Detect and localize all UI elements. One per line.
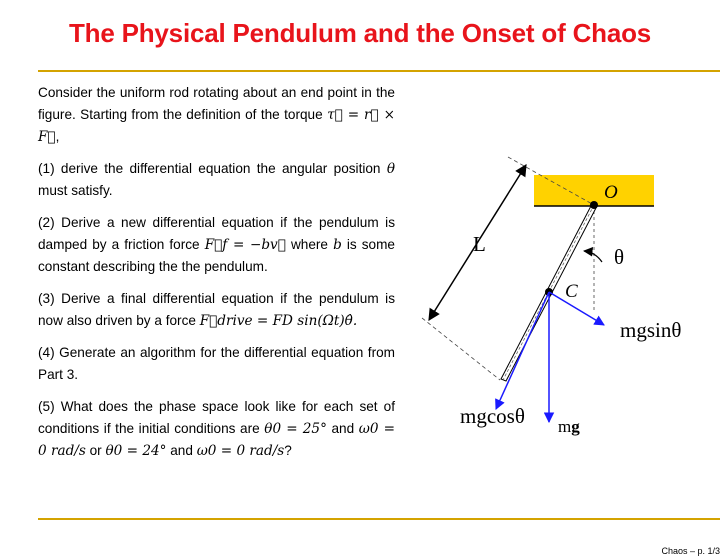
radial-force-arrow	[496, 292, 549, 409]
question-3	[38, 288, 395, 332]
slide-footer: Chaos – p. 1/3	[661, 546, 720, 556]
question-2	[38, 212, 395, 278]
label-mg	[558, 417, 580, 436]
label-mg-m: m	[558, 417, 572, 436]
initial-omega-2: ω0 = 0 rad/s	[196, 443, 285, 459]
bottom-divider	[38, 518, 720, 520]
label-theta: θ	[614, 245, 625, 269]
q5-and-2: and	[166, 443, 197, 458]
pendulum-figure	[410, 148, 710, 448]
theta-angle-arc	[584, 251, 602, 262]
question-4	[38, 342, 395, 386]
slide-body	[38, 82, 395, 472]
dimension-extension-bottom	[422, 318, 500, 380]
label-mg-g: g	[571, 417, 580, 436]
q1-theta: θ	[386, 161, 395, 177]
friction-equation: F⃗f = −bv⃗	[204, 237, 286, 253]
q3-text: (3) Derive a final differential equation if the pendulum is now also driven by a force	[38, 291, 395, 328]
pivot-point	[590, 201, 598, 209]
q5-and-1: and	[326, 421, 359, 436]
q2-text: (2) Derive a new differential equation if the pendulum is damped by a friction force	[38, 215, 395, 252]
label-c: C	[565, 281, 578, 302]
top-divider	[38, 70, 720, 72]
intro-paragraph	[38, 82, 395, 148]
q1-text: (1) derive the differential equation the angular position	[38, 161, 387, 176]
question-1	[38, 158, 395, 202]
drive-equation: F⃗drive = FD sin(Ωt)θ̂.	[199, 313, 358, 329]
initial-theta-1: θ0 = 25°	[264, 421, 327, 437]
label-mgcos-theta: mgcosθ	[460, 404, 525, 428]
q4-text: (4) Generate an algorithm for the differential equation from Part 3.	[38, 345, 395, 382]
label-l: L	[473, 232, 486, 256]
question-5	[38, 396, 395, 462]
q2-text-mid: where	[285, 237, 334, 252]
q1-text-end: must satisfy.	[38, 183, 113, 198]
label-mgsin-theta: mgsinθ	[620, 318, 682, 342]
initial-theta-2: θ0 = 24°	[105, 443, 167, 459]
q2-b: b	[333, 237, 342, 253]
q5-or: or	[85, 443, 106, 458]
slide-title: The Physical Pendulum and the Onset of Chaos	[68, 18, 652, 48]
intro-text-end: ,	[55, 129, 60, 144]
intro-text: Consider the uniform rod rotating about an end point in the figure. Starting from the definition of the torque	[38, 85, 395, 122]
label-o: O	[604, 182, 618, 203]
q2-text-end: is some constant describing the the pendulum.	[38, 237, 395, 274]
q5-text-end: ?	[284, 443, 292, 458]
q5-text: (5) What does the phase space look like for each set of conditions if the initial conditions are	[38, 399, 395, 436]
torque-equation: τ⃗ = r⃗ × F⃗	[38, 107, 396, 145]
initial-omega-1: ω0 = 0 rad/s	[38, 421, 395, 459]
